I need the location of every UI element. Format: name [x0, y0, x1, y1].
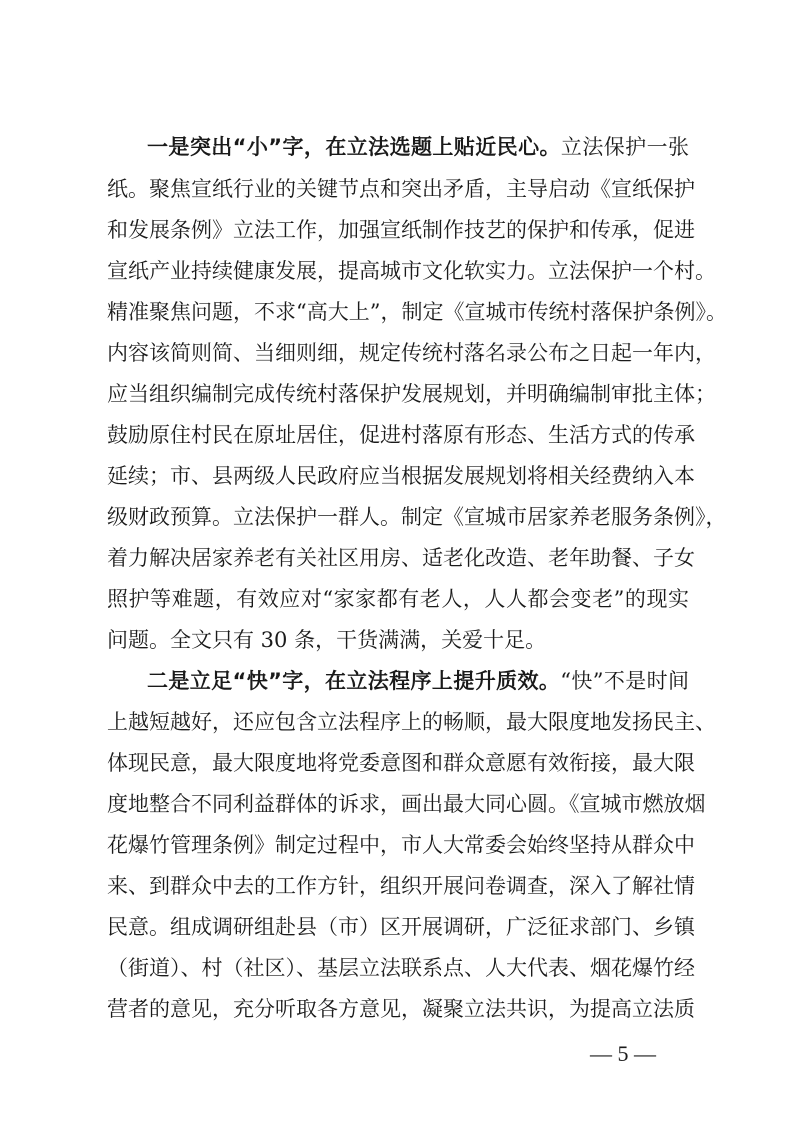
- text-line: 精准聚焦问题，不求“高大上”，制定《宣城市传统村落保护条例》。: [107, 300, 727, 324]
- text-line: [147, 667, 689, 695]
- text-line: 应当组织编制完成传统村落保护发展规划，并明确编制审批主体；: [107, 382, 716, 406]
- text-line: 来、到群众中去的工作方针，组织开展问卷调查，深入了解社情: [107, 874, 695, 898]
- text-line: 度地整合不同利益群体的诉求，画出最大同心圆。《宣城市燃放烟: [107, 792, 706, 816]
- page-number: — 5 —: [590, 1041, 656, 1066]
- text-line: [147, 133, 689, 161]
- text-line: 内容该简则简、当细则细，规定传统村落名录公布之日起一年内，: [107, 341, 716, 365]
- text-line: 上越短越好，还应包含立法程序上的畅顺，最大限度地发扬民主、: [107, 710, 716, 734]
- text-line: 花爆竹管理条例》制定过程中，市人大常委会始终坚持从群众中: [107, 833, 695, 857]
- text-line: （街道）、村（社区）、基层立法联系点、人大代表、烟花爆竹经: [107, 956, 695, 980]
- bold-heading: 一是突出“小”字，在立法选题上贴近民心。: [147, 135, 561, 159]
- text-line: 照护等难题，有效应对“家家都有老人，人人都会变老”的现实: [107, 587, 689, 611]
- bold-heading: 二是立足“快”字，在立法程序上提升质效。: [147, 669, 561, 693]
- text-line: 鼓励原住村民在原址居住，促进村落原有形态、生活方式的传承: [107, 423, 695, 447]
- text-line: 延续；市、县两级人民政府应当根据发展规划将相关经费纳入本: [107, 464, 695, 488]
- text-line: 体现民意，最大限度地将党委意图和群众意愿有效衔接，最大限: [107, 751, 695, 775]
- text-line: 宣纸产业持续健康发展，提高城市文化软实力。立法保护一个村。: [107, 259, 716, 283]
- line-text: “快”不是时间: [560, 669, 689, 693]
- text-line: 着力解决居家养老有关社区用房、适老化改造、老年助餐、子女: [107, 546, 695, 570]
- text-line: 和发展条例》立法工作，加强宣纸制作技艺的保护和传承，促进: [107, 218, 695, 242]
- text-line: 民意。组成调研组赴县（市）区开展调研，广泛征求部门、乡镇: [107, 915, 695, 939]
- text-line: 级财政预算。立法保护一群人。制定《宣城市居家养老服务条例》，: [107, 505, 727, 529]
- text-line: 营者的意见，充分听取各方意见，凝聚立法共识，为提高立法质: [107, 997, 695, 1021]
- line-text: 立法保护一张: [560, 135, 689, 159]
- text-line: 问题。全文只有 30 条，干货满满，关爱十足。: [107, 628, 547, 652]
- text-line: 纸。聚焦宣纸行业的关键节点和突出矛盾，主导启动《宣纸保护: [107, 177, 695, 201]
